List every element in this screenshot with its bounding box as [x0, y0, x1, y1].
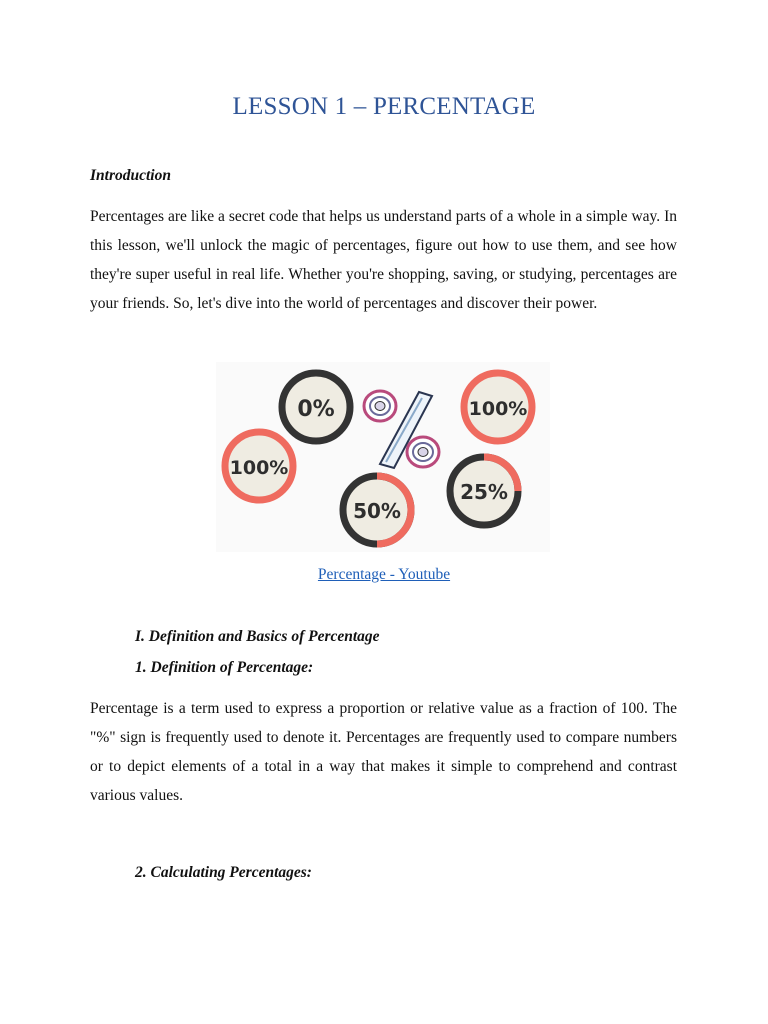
definition-paragraph: Percentage is a term used to express a proportion or relative value as a fraction of 100. The "%" sign is frequently used to denote it. Percentages are frequently used to compare numbers or to depict elements of a total in a way that makes it simple to comprehend and contrast various values. [90, 700, 677, 804]
percent-circle-50 [343, 476, 411, 544]
percent-circle-25-label: 25% [460, 480, 508, 504]
introduction-heading: Introduction [90, 167, 171, 184]
percent-circle-100-right-label: 100% [468, 398, 528, 420]
percent-circle-50-label: 50% [353, 499, 401, 523]
subsection-heading-definition: 1. Definition of Percentage: [135, 659, 314, 676]
percentage-illustration [216, 362, 550, 552]
percent-circle-0 [282, 373, 350, 441]
percent-circle-100-left [225, 432, 293, 500]
percent-sign-icon [364, 391, 439, 468]
percentage-youtube-link[interactable]: Percentage - Youtube [317, 566, 451, 583]
percent-circle-100-left-label: 100% [229, 457, 289, 479]
percentage-illustration-svg [216, 362, 550, 552]
percent-circle-0-label: 0% [297, 397, 335, 422]
percent-circle-100-right [464, 373, 532, 441]
page-title: LESSON 1 – PERCENTAGE [232, 93, 536, 120]
percent-circle-25 [450, 457, 518, 525]
subsection-heading-calculating: 2. Calculating Percentages: [135, 864, 312, 881]
section-heading-definition-basics: I. Definition and Basics of Percentage [135, 628, 380, 645]
introduction-paragraph: Percentages are like a secret code that helps us understand parts of a whole in a simple way. In this lesson, we'll unlock the magic of percentages, figure out how to use them, and see how they're super useful in real life. Whether you're shopping, saving, or studying, percentages are your friends. So, let's dive into the world of percentages and discover their power. [90, 208, 677, 312]
